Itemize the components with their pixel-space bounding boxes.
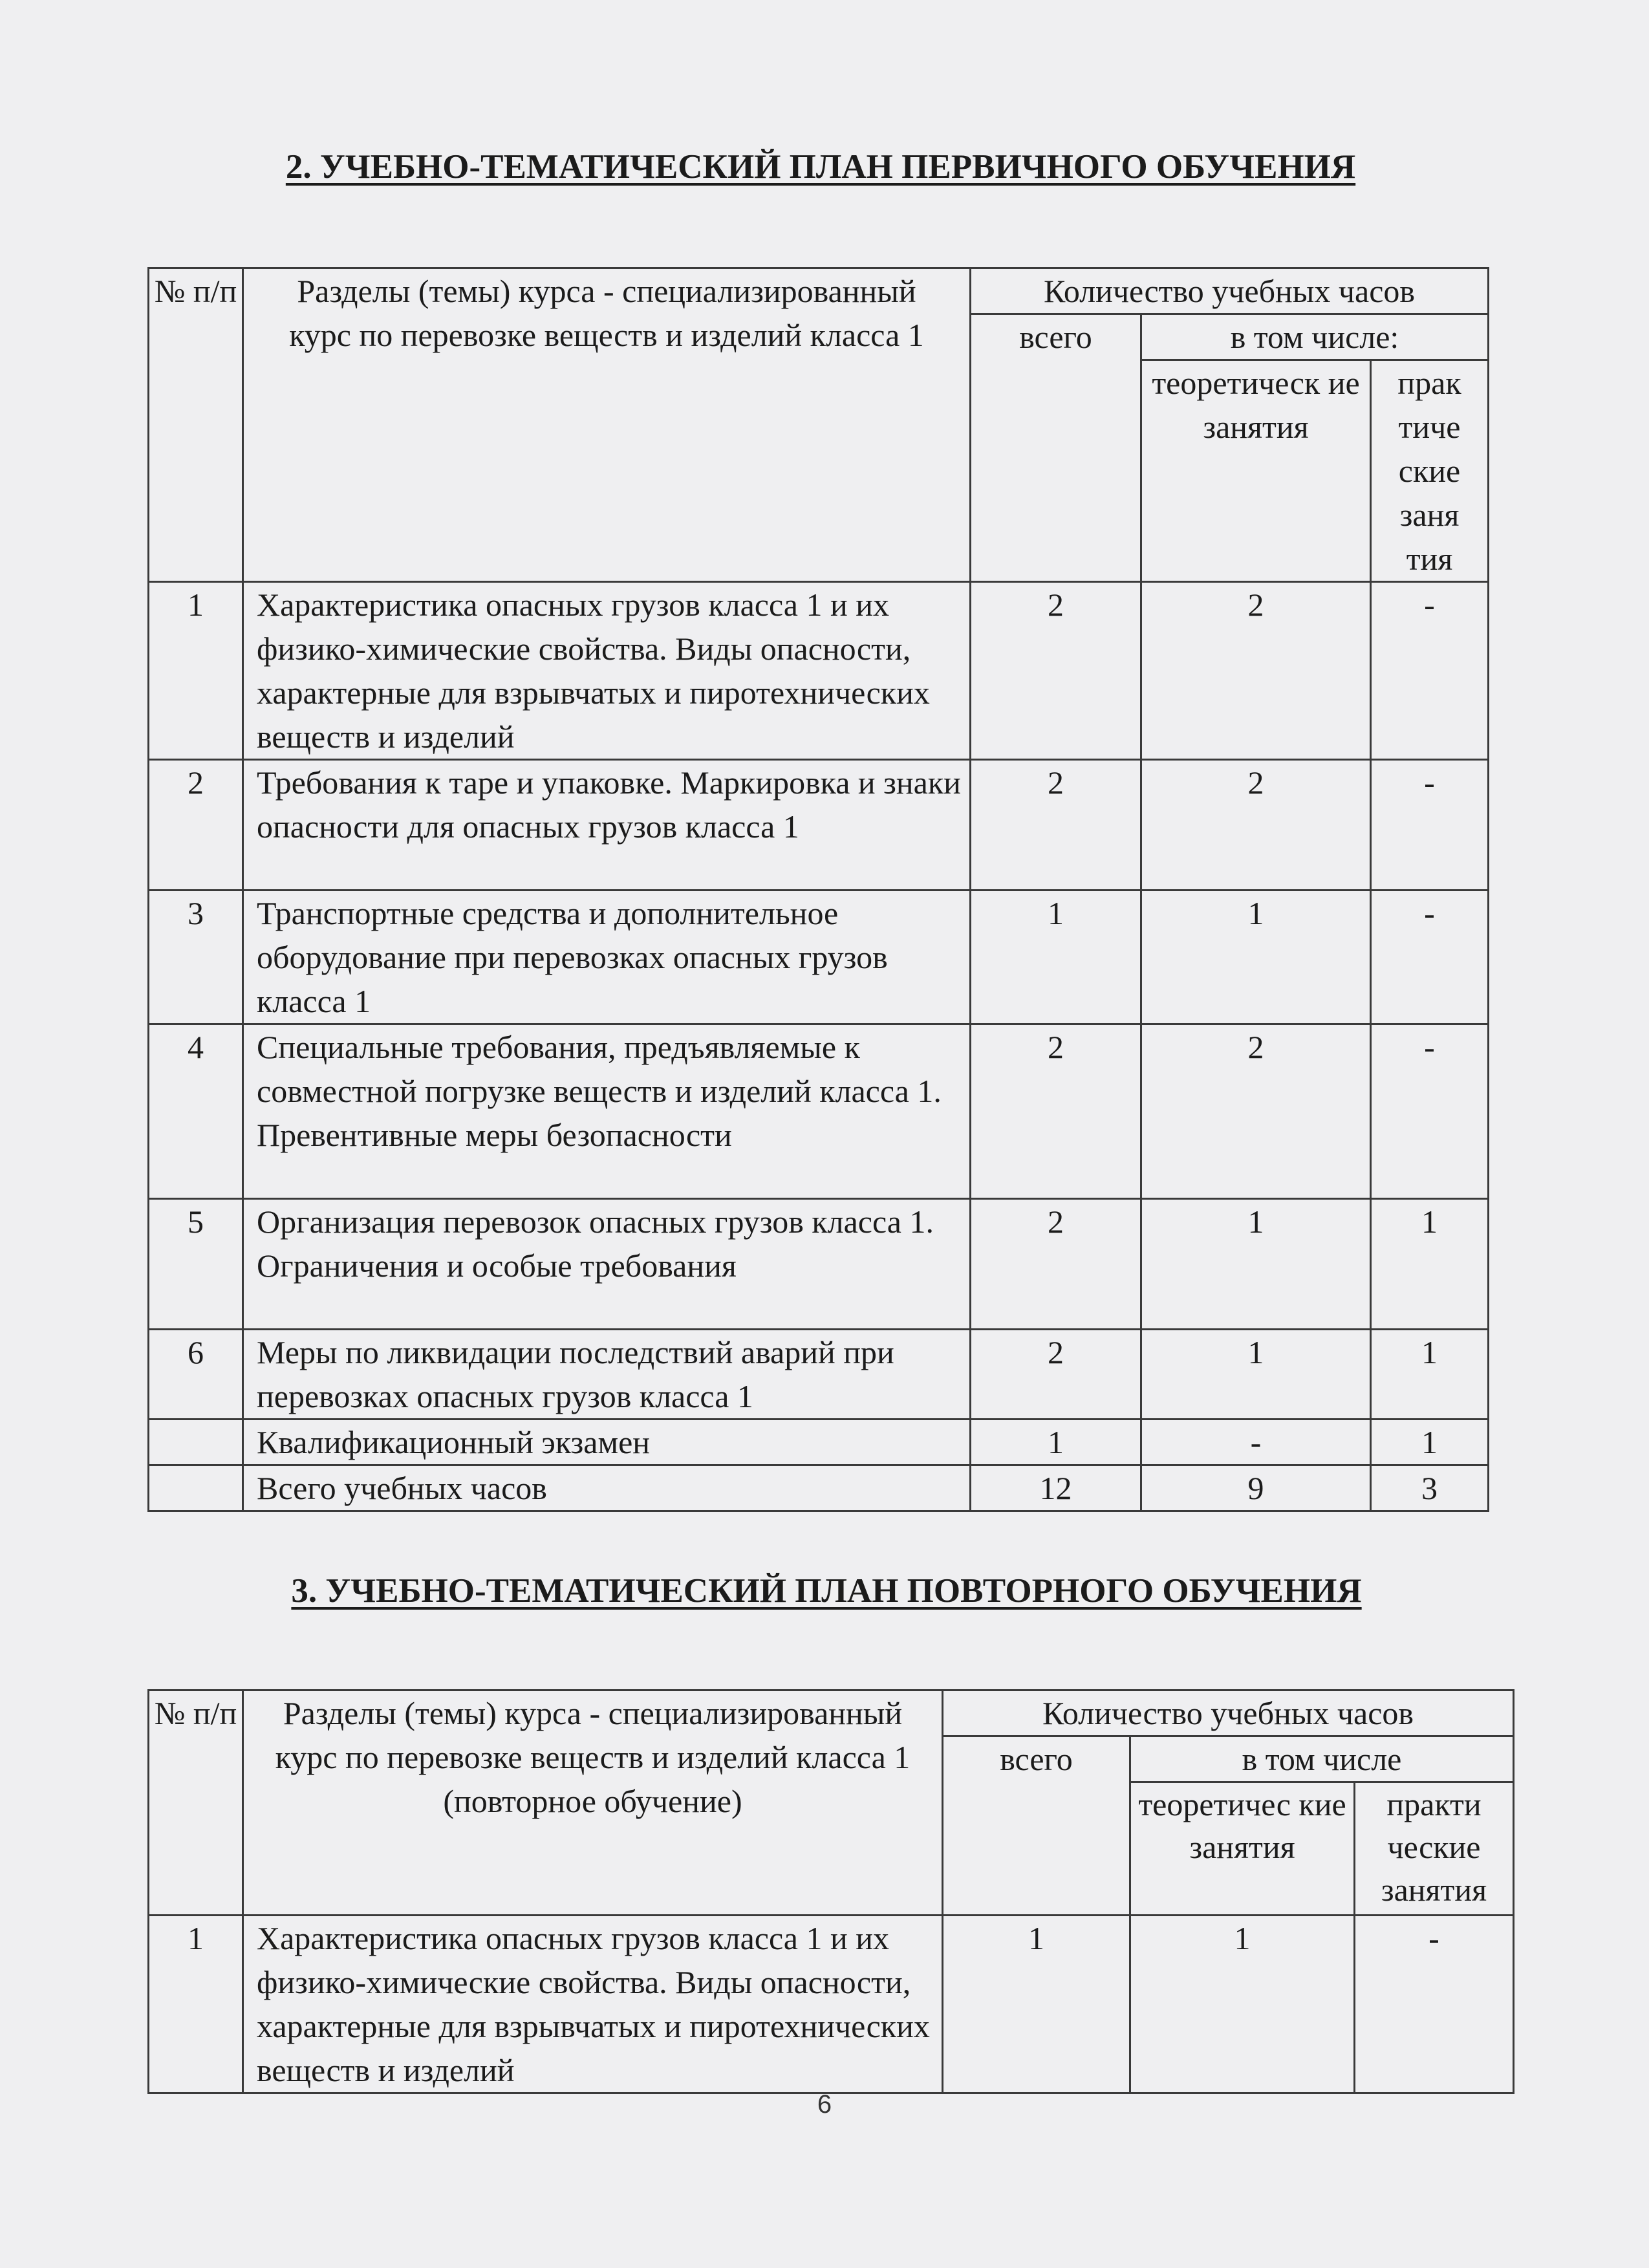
row-number: 6	[149, 1330, 243, 1420]
row-theory-hours: 1	[1141, 1199, 1371, 1330]
row-number: 1	[149, 582, 243, 760]
row-practice-hours: -	[1371, 760, 1489, 891]
repeat-training-table	[147, 1689, 1514, 2094]
row-number: 3	[149, 891, 243, 1024]
table-row	[149, 1330, 1489, 1420]
header-hours: Количество учебных часов	[971, 268, 1489, 314]
row-theory-hours: 9	[1141, 1465, 1371, 1511]
header-theory: теоретическ ие занятия	[1141, 360, 1371, 582]
row-number	[149, 1465, 243, 1511]
row-number: 5	[149, 1199, 243, 1330]
row-topic: Меры по ликвидации последствий аварий при перевозках опасных грузов класса 1	[243, 1330, 971, 1420]
row-theory-hours: 2	[1141, 1024, 1371, 1199]
table-row	[149, 1199, 1489, 1330]
row-total-hours: 2	[971, 1330, 1141, 1420]
row-topic: Характеристика опасных грузов класса 1 и их физико-химические свойства. Виды опасности, характерные для взрывчатых и пиротехнических веществ и изделий	[243, 1916, 943, 2093]
row-number	[149, 1420, 243, 1465]
row-theory-hours: 1	[1130, 1916, 1355, 2093]
row-practice-hours: -	[1371, 582, 1489, 760]
row-theory-hours: 1	[1141, 891, 1371, 1024]
table-row	[149, 1916, 1514, 2093]
primary-training-table	[147, 267, 1489, 1512]
row-theory-hours: 1	[1141, 1330, 1371, 1420]
row-total-hours: 2	[971, 1024, 1141, 1199]
row-theory-hours: -	[1141, 1420, 1371, 1465]
header-total: всего	[971, 314, 1141, 582]
row-number: 4	[149, 1024, 243, 1199]
page-number: 6	[817, 2090, 832, 2119]
row-topic: Требования к таре и упаковке. Маркировка и знаки опасности для опасных грузов класса 1	[243, 760, 971, 891]
table-header-row	[149, 268, 1489, 314]
row-topic: Квалификационный экзамен	[243, 1420, 971, 1465]
header-hours: Количество учебных часов	[943, 1690, 1514, 1736]
row-practice-hours: -	[1371, 1024, 1489, 1199]
row-practice-hours: -	[1355, 1916, 1514, 2093]
table-row	[149, 1465, 1489, 1511]
row-total-hours: 1	[971, 891, 1141, 1024]
header-topic: Разделы (темы) курса - специализированный курс по перевозке веществ и изделий класса 1	[243, 268, 971, 582]
table-header-row	[149, 1690, 1514, 1736]
row-practice-hours: 1	[1371, 1199, 1489, 1330]
header-total: всего	[943, 1736, 1130, 1916]
row-topic: Специальные требования, предъявляемые к совместной погрузке веществ и изделий класса 1. Превентивные меры безопасности	[243, 1024, 971, 1199]
header-num: № п/п	[149, 1690, 243, 1916]
row-topic: Организация перевозок опасных грузов класса 1. Ограничения и особые требования	[243, 1199, 971, 1330]
row-total-hours: 1	[971, 1420, 1141, 1465]
section-title-repeat-training: 3. УЧЕБНО-ТЕМАТИЧЕСКИЙ ПЛАН ПОВТОРНОГО ОБУЧЕНИЯ	[291, 1572, 1362, 1610]
row-total-hours: 2	[971, 582, 1141, 760]
section-title-primary-training: 2. УЧЕБНО-ТЕМАТИЧЕСКИЙ ПЛАН ПЕРВИЧНОГО ОБУЧЕНИЯ	[285, 148, 1356, 186]
header-num: № п/п	[149, 268, 243, 582]
table-row	[149, 760, 1489, 891]
table-row	[149, 1024, 1489, 1199]
row-practice-hours: -	[1371, 891, 1489, 1024]
row-number: 1	[149, 1916, 243, 2093]
row-theory-hours: 2	[1141, 582, 1371, 760]
header-including: в том числе	[1130, 1736, 1514, 1782]
header-theory: теоретичес кие занятия	[1130, 1782, 1355, 1916]
row-topic: Всего учебных часов	[243, 1465, 971, 1511]
header-topic: Разделы (темы) курса - специализированный курс по перевозке веществ и изделий класса 1 (повторное обучение)	[243, 1690, 943, 1916]
table-row	[149, 582, 1489, 760]
header-practice: практи ческие занятия	[1355, 1782, 1514, 1916]
row-topic: Транспортные средства и дополнительное оборудование при перевозках опасных грузов класса 1	[243, 891, 971, 1024]
row-total-hours: 12	[971, 1465, 1141, 1511]
row-practice-hours: 1	[1371, 1330, 1489, 1420]
row-practice-hours: 3	[1371, 1465, 1489, 1511]
row-total-hours: 1	[943, 1916, 1130, 2093]
row-total-hours: 2	[971, 760, 1141, 891]
row-total-hours: 2	[971, 1199, 1141, 1330]
table-row	[149, 1420, 1489, 1465]
header-practice: прак тиче ские заня тия	[1371, 360, 1489, 582]
table-row	[149, 891, 1489, 1024]
row-theory-hours: 2	[1141, 760, 1371, 891]
header-including: в том числе:	[1141, 314, 1489, 360]
row-number: 2	[149, 760, 243, 891]
row-practice-hours: 1	[1371, 1420, 1489, 1465]
row-topic: Характеристика опасных грузов класса 1 и их физико-химические свойства. Виды опасности, характерные для взрывчатых и пиротехнических веществ и изделий	[243, 582, 971, 760]
